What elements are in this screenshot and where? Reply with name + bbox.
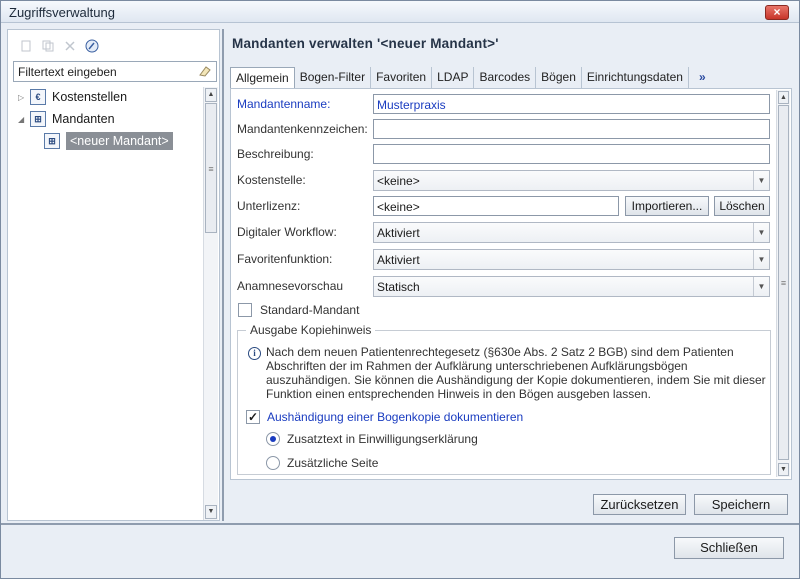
chevron-down-icon[interactable]: ▼: [753, 250, 769, 269]
row-kennzeichen: [237, 119, 767, 139]
collapse-icon[interactable]: ◢: [18, 114, 25, 124]
kostenstelle-value: <keine>: [377, 174, 420, 188]
group-title: Ausgabe Kopiehinweis: [246, 323, 375, 337]
euro-icon: €: [30, 89, 46, 105]
save-button[interactable]: Speichern: [694, 494, 788, 515]
scroll-down-icon[interactable]: ▼: [778, 463, 789, 476]
filter-input[interactable]: [13, 61, 217, 82]
anamnese-value: Statisch: [377, 280, 420, 294]
chevron-down-icon[interactable]: ▼: [753, 223, 769, 242]
tab-allgemein[interactable]: Allgemein: [230, 67, 295, 89]
tab-einrichtungsdaten[interactable]: Einrichtungsdaten: [582, 67, 689, 88]
edit-icon[interactable]: [84, 38, 100, 54]
workflow-label: Digitaler Workflow:: [237, 225, 337, 239]
row-workflow: [237, 222, 767, 242]
loeschen-button[interactable]: Löschen: [714, 196, 770, 216]
tree-node-label: Mandanten: [52, 112, 115, 126]
radio-zusaetzliche-seite-label: Zusätzliche Seite: [287, 456, 379, 470]
delete-icon[interactable]: [62, 38, 78, 54]
mandantenname-input[interactable]: Musterpraxis: [373, 94, 770, 114]
filter-placeholder: Filtertext eingeben: [18, 65, 117, 79]
radio-zusatztext[interactable]: [266, 432, 280, 446]
tab-boegen[interactable]: Bögen: [536, 67, 582, 88]
unterlizenz-input[interactable]: <keine>: [373, 196, 619, 216]
row-anamnese: [237, 276, 767, 296]
right-panel: [222, 29, 797, 521]
anamnese-select[interactable]: [373, 276, 770, 297]
close-button[interactable]: Schließen: [674, 537, 784, 559]
tab-bar: [230, 67, 711, 88]
mandant-icon: ⊞: [30, 111, 46, 127]
scroll-up-icon[interactable]: ▲: [778, 91, 789, 104]
favoriten-label: Favoritenfunktion:: [237, 252, 333, 266]
panel-header: Mandanten verwalten '<neuer Mandant>': [232, 36, 499, 51]
row-mandantenname: [237, 94, 767, 114]
close-window-button[interactable]: [765, 5, 789, 20]
radio-zusaetzliche-seite[interactable]: [266, 456, 280, 470]
standard-mandant-label: Standard-Mandant: [260, 303, 360, 317]
more-tabs-icon[interactable]: »: [698, 70, 706, 84]
form-scrollbar[interactable]: [776, 90, 790, 477]
info-text: Nach dem neuen Patientenrechtegesetz (§630e Abs. 2 Satz 2 BGB) sind dem Patienten Abschriften der im Rahmen der Aufklärung unterschriebenen Aufklärungsbögen auszuhändigen. Sie können die Aushändigung der Kopie dokumentieren, indem Sie mit dieser Funktion einen entsprechenden Hinweis in den Bögen ausgeben lassen.: [266, 345, 766, 401]
scroll-down-icon[interactable]: ▼: [205, 505, 217, 519]
tab-bogen-filter[interactable]: Bogen-Filter: [295, 67, 371, 88]
kopiehinweis-group: [237, 323, 771, 475]
kostenstelle-select[interactable]: [373, 170, 770, 191]
row-kostenstelle: [237, 170, 767, 190]
row-unterlizenz: [237, 196, 767, 216]
scroll-thumb[interactable]: ≡: [778, 105, 789, 460]
expand-icon[interactable]: ▷: [18, 92, 25, 102]
tree-node-label: <neuer Mandant>: [66, 132, 173, 150]
aushaendigung-checkbox[interactable]: ✓: [247, 410, 259, 424]
tree-node-kostenstellen[interactable]: [18, 88, 127, 106]
form-area: [230, 88, 792, 480]
chevron-down-icon[interactable]: ▼: [753, 277, 769, 296]
info-icon: i: [248, 347, 261, 360]
workflow-select[interactable]: [373, 222, 770, 243]
reset-button[interactable]: Zurücksetzen: [593, 494, 686, 515]
add-icon[interactable]: [18, 38, 34, 54]
favoriten-select[interactable]: [373, 249, 770, 270]
beschreibung-input[interactable]: [373, 144, 770, 164]
tree-view: [8, 88, 204, 518]
mandantenname-label: Mandantenname:: [237, 97, 331, 111]
window-title: Zugriffsverwaltung: [9, 5, 115, 20]
left-panel: [7, 29, 220, 521]
anamnese-label: Anamnesevorschau: [237, 279, 344, 293]
close-icon: ×: [773, 5, 781, 19]
row-beschreibung: [237, 144, 767, 164]
tab-barcodes[interactable]: Barcodes: [474, 67, 536, 88]
kennzeichen-label: Mandantenkennzeichen:: [237, 122, 368, 136]
title-bar: [1, 1, 799, 23]
chevron-down-icon[interactable]: ▼: [753, 171, 769, 190]
row-favoriten: [237, 249, 767, 269]
tree-node-label: Kostenstellen: [52, 90, 128, 104]
importieren-button[interactable]: Importieren...: [625, 196, 709, 216]
beschreibung-label: Beschreibung:: [237, 147, 314, 161]
standard-mandant-checkbox[interactable]: [238, 303, 252, 317]
tree-toolbar: [18, 38, 100, 54]
tree-node-mandanten[interactable]: [18, 110, 115, 128]
favoriten-value: Aktiviert: [377, 253, 420, 267]
scroll-thumb[interactable]: ≡: [205, 103, 217, 233]
tree-scrollbar[interactable]: [203, 87, 218, 520]
kostenstelle-label: Kostenstelle:: [237, 173, 306, 187]
copy-icon[interactable]: [40, 38, 56, 54]
tab-favoriten[interactable]: Favoriten: [371, 67, 432, 88]
aushaendigung-label: Aushändigung einer Bogenkopie dokumentieren: [267, 410, 524, 424]
tree-node-neuer-mandant[interactable]: [44, 132, 173, 150]
eraser-icon[interactable]: [198, 64, 212, 78]
radio-zusatztext-label: Zusatztext in Einwilligungserklärung: [287, 432, 478, 446]
unterlizenz-label: Unterlizenz:: [237, 199, 301, 213]
tab-ldap[interactable]: LDAP: [432, 67, 474, 88]
divider: [1, 523, 799, 525]
workflow-value: Aktiviert: [377, 226, 420, 240]
mandant-icon: ⊞: [44, 133, 60, 149]
scroll-up-icon[interactable]: ▲: [205, 88, 217, 102]
kennzeichen-input[interactable]: [373, 119, 770, 139]
